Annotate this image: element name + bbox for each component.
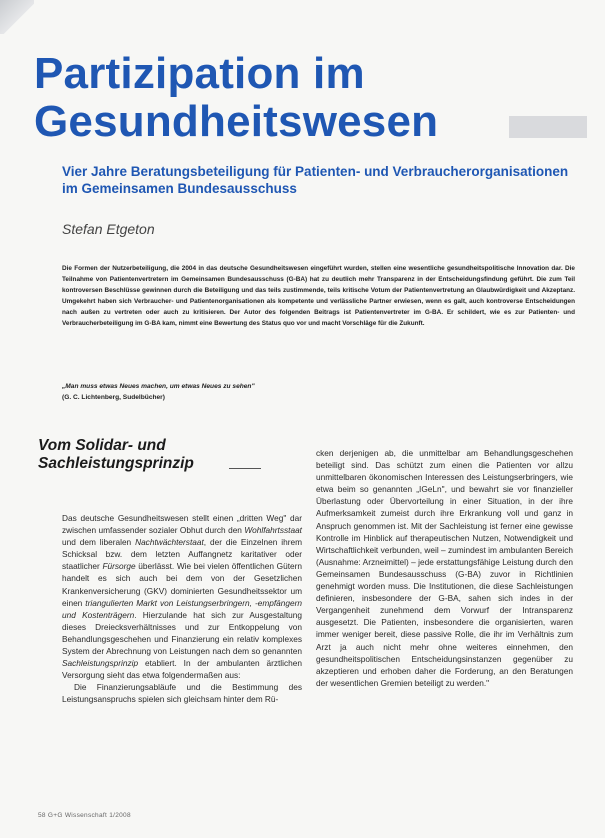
body-text: , der die Einzelnen ihrem Schicksal bzw. dem letzten Auffangnetz karitativer oder staatlicher bbox=[62, 537, 302, 572]
body-text: überlässt. Wie bei vielen öffentlichen Gütern handelt es sich auch bei dem von der Gesetzlichen Krankenversicherung (GKV) dominierten Gesundheitssektor um einen bbox=[62, 561, 302, 608]
emphasis-text: triangulierten Markt von Leistungserbringern, -empfängern und Kostenträgern bbox=[62, 597, 302, 620]
body-paragraph bbox=[62, 681, 302, 705]
emphasis-text: Nachtwächterstaat bbox=[135, 537, 204, 548]
emphasis-text: Fürsorge bbox=[102, 561, 136, 572]
heading-rule bbox=[229, 468, 261, 469]
body-text: Die Finanzierungsabläufe und die Bestimmung des Leistungsanspruchs spielen sich gleichsam hinter dem Rü- bbox=[62, 682, 302, 705]
emphasis-text: Sachleistungsprinzip bbox=[62, 658, 139, 669]
section-tab-marker bbox=[509, 116, 587, 138]
body-text: Das deutsche Gesundheitswesen stellt einen „dritten Weg" dar zwischen umfassender sozialer Obhut durch den bbox=[62, 513, 302, 536]
body-paragraph bbox=[316, 447, 573, 689]
corner-decoration bbox=[0, 0, 34, 34]
section-heading-line-2: Sachleistungsprinzip bbox=[38, 455, 194, 472]
quote-source: (G. C. Lichtenberg, Sudelbücher) bbox=[62, 393, 165, 401]
title-line-2: Gesundheitswesen bbox=[34, 97, 439, 146]
body-text: etabliert. In der ambulanten ärztlichen Versorgung sieht das etwa folgendermaßen aus: bbox=[62, 658, 302, 681]
author-name: Stefan Etgeton bbox=[62, 221, 155, 237]
page-footer: 58 G+G Wissenschaft 1/2008 bbox=[38, 812, 131, 819]
epigraph-quote bbox=[62, 382, 362, 403]
body-text: cken derjenigen ab, die unmittelbar am Behandlungsgeschehen beteiligt sind. Das schützt zum einen die Patienten vor allzu unmittelbaren ökonomischen Interessen des Leistungserbringers, wie etwa beim so genannten „IGeLn", und bewahrt sie vor finanzieller Überlastung oder Übervorteilung in einer Situation, in der ihre Aufmerksamkeit zumeist durch ihre Erkrankung voll und ganz in Anspruch genommen ist. Mit der Sachleistung ist ferner eine gewisse Kontrolle im Hinblick auf therapeutischen Nutzen, Notwendigkeit und Wirtschaftlichkeit verbunden, weil – zumindest im ambulanten Bereich (Ausnahme: Arzneimittel) – jede erstattungsfähige Leistung durch den Gemeinsamen Bundesausschuss (G-BA) zuvor in Richtlinien genehmigt worden muss. Die Institutionen, die diese Sachleistungen definieren, insbesondere der G-BA, sahen sich indes in der Vergangenheit zunehmend dem Vorwurf der Intransparenz ausgesetzt. Die Patienten, insbesondere die organisierten, waren immer weniger bereit, diese passive Rolle, die ihr im Verhältnis zum Arzt ja auch nicht mehr ohne weiteres einnehmen, den gesundheitspolitischen Entscheidungsinstanzen gegenüber zu akzeptieren und erhoben daher die Forderung, an den Beratungen der wesentlichen Gremien beteiligt zu werden." bbox=[316, 448, 573, 688]
body-column-right bbox=[316, 447, 573, 689]
body-text: . Hierzulande hat sich zur Ausgestaltung dieses Dreiecksverhältnisses und zur Entkoppelung von Behandlungsgeschehen und Finanzierung ein relativ komplexes System der Abrechnung von Leistungen nach dem so genannten bbox=[62, 609, 302, 657]
section-heading-line-1: Vom Solidar- und bbox=[38, 437, 166, 454]
title-line-1: Partizipation im bbox=[34, 49, 365, 98]
article-abstract: Die Formen der Nutzerbeteiligung, die 2004 in das deutsche Gesundheitswesen eingeführt wurden, stellen eine wesentliche gesundheitspolitische Innovation dar. Die Teilnahme von Patientenvertretern im Gemeinsamen Bundesausschuss (G-BA) hat zu deutlich mehr Transparenz in der Entscheidungsfindung geführt. Die zum Teil kontroversen Beschlüsse gewinnen durch die Beteiligung und das teils zustimmende, teils kritische Votum der Patientenvertretung an Glaubwürdigkeit und Akzeptanz. Umgekehrt haben sich Verbraucher- und Patientenorganisationen als kompetente und verlässliche Partner erwiesen, wenn es galt, auch kontroverse Entscheidungen nach außen zu vertreten oder auch zu kritisieren. Der Autor des folgenden Beitrags ist Patientenvertreter im G-BA. Er schildert, wie es zur Patienten- und Verbraucherbeteiligung im G-BA kam, nimmt eine Bewertung des Status quo vor und macht Vorschläge für die Zukunft. bbox=[62, 265, 575, 327]
article-subtitle: Vier Jahre Beratungsbeteiligung für Patienten- und Verbraucherorganisationen im Gemeinsamen Bundesausschuss bbox=[62, 164, 569, 196]
body-paragraph bbox=[62, 512, 302, 681]
body-text: und dem liberalen bbox=[62, 537, 136, 548]
article-title bbox=[34, 50, 438, 146]
quote-text: „Man muss etwas Neues machen, um etwas Neues zu sehen" bbox=[62, 383, 255, 390]
body-column-left bbox=[62, 512, 302, 706]
emphasis-text: Wohlfahrtsstaat bbox=[244, 525, 302, 536]
